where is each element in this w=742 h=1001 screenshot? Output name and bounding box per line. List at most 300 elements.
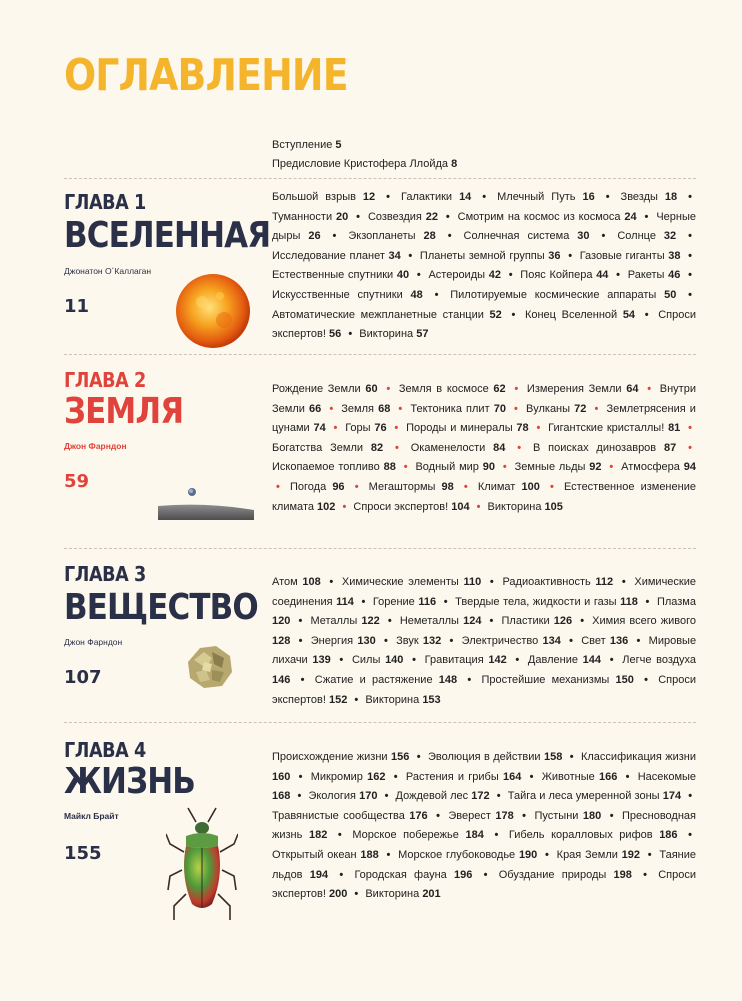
- entry-title: Звезды: [620, 191, 665, 203]
- bullet-separator: •: [609, 654, 614, 667]
- bullet-separator: •: [529, 770, 534, 783]
- entry-page: 16: [582, 191, 595, 203]
- entry-title: Дождевой лес: [395, 790, 472, 803]
- toc-entry[interactable]: [368, 211, 438, 223]
- entry-page: 116: [418, 595, 437, 608]
- bullet-separator: •: [447, 230, 452, 243]
- toc-entry[interactable]: [448, 810, 513, 822]
- entry-page: 134: [542, 634, 561, 647]
- toc-entry[interactable]: [354, 869, 472, 881]
- toc-entry[interactable]: [272, 211, 348, 223]
- chapter-label: ГЛАВА 2: [64, 368, 146, 392]
- entry-title: Силы: [351, 654, 386, 667]
- toc-entry[interactable]: [272, 269, 409, 281]
- entry-title: Климат: [477, 480, 522, 493]
- entry-page: 38: [668, 249, 681, 262]
- entry-page: 124: [463, 615, 482, 628]
- entry-page: 88: [383, 461, 396, 474]
- entry-page: 34: [388, 249, 401, 262]
- toc-entry[interactable]: [527, 383, 639, 395]
- bullet-separator: •: [545, 848, 549, 861]
- entry-page: 201: [422, 888, 441, 901]
- entry-page: 28: [423, 230, 436, 243]
- toc-entry[interactable]: [481, 674, 633, 686]
- toc-entry[interactable]: [410, 403, 506, 415]
- entry-title: Астероиды: [428, 269, 489, 282]
- chapter-divider: [64, 722, 696, 723]
- entry-page: 192: [621, 848, 640, 861]
- entry-title: Галактики: [401, 191, 460, 203]
- toc-entry[interactable]: [458, 211, 637, 223]
- toc-entry[interactable]: [488, 501, 563, 513]
- bullet-separator: •: [416, 751, 421, 763]
- chapter-name: ЖИЗНЬ: [64, 761, 196, 802]
- entry-title: Ракеты: [627, 269, 669, 282]
- entry-title: Городская фауна: [354, 868, 455, 881]
- entry-page: 168: [272, 790, 291, 803]
- toc-entry[interactable]: [290, 481, 345, 493]
- toc-entry[interactable]: [406, 422, 529, 434]
- bullet-separator: •: [688, 269, 692, 282]
- entry-page: 198: [613, 868, 632, 881]
- bullet-separator: •: [496, 790, 501, 803]
- entry-title: Легче воздуха: [622, 654, 697, 667]
- toc-entry[interactable]: [581, 635, 628, 647]
- toc-entry[interactable]: [373, 596, 436, 608]
- entry-title: Окаменелости: [410, 441, 494, 454]
- chapter-start-page[interactable]: 59: [64, 471, 90, 492]
- toc-entry[interactable]: [272, 576, 321, 588]
- entry-title: Атом: [272, 576, 303, 588]
- entry-title: Растения и грибы: [405, 770, 503, 783]
- entry-title: Черные дыры: [272, 210, 696, 243]
- entry-title: Химические соединения: [272, 576, 696, 608]
- toc-entry[interactable]: [533, 442, 676, 454]
- entry-title: В поисках динозавров: [532, 441, 664, 454]
- entry-page: 136: [609, 634, 629, 647]
- toc-entry[interactable]: [365, 888, 440, 900]
- bullet-separator: •: [494, 829, 499, 842]
- entry-page: 174: [662, 790, 682, 803]
- toc-entry[interactable]: [478, 481, 540, 493]
- toc-entry[interactable]: [352, 654, 403, 666]
- bullet-separator: •: [688, 249, 693, 262]
- entry-title: Пластики: [501, 615, 554, 628]
- moon-over-earth-image: [158, 484, 254, 524]
- chapter-name: ЗЕМЛЯ: [64, 391, 184, 432]
- bullet-separator: •: [463, 480, 468, 493]
- entry-page: 182: [308, 829, 328, 842]
- toc-entry[interactable]: [348, 230, 435, 242]
- bullet-separator: •: [354, 480, 359, 493]
- toc-entry[interactable]: [341, 403, 390, 415]
- toc-entry[interactable]: [628, 269, 681, 281]
- entry-title: Мегаштормы: [368, 480, 442, 493]
- entry-page: 120: [272, 615, 291, 628]
- toc-entry[interactable]: [462, 635, 561, 647]
- toc-entry[interactable]: [396, 635, 441, 647]
- bullet-separator: •: [688, 441, 692, 454]
- toc-entry[interactable]: [415, 461, 495, 473]
- bullet-separator: •: [476, 500, 481, 513]
- toc-entry[interactable]: [342, 576, 481, 588]
- bullet-separator: •: [511, 308, 516, 321]
- toc-entry[interactable]: [272, 810, 428, 822]
- entry-title: Пояс Койпера: [520, 269, 597, 282]
- bullet-separator: •: [489, 615, 494, 628]
- entry-page: 68: [378, 402, 391, 415]
- entry-title: Гибель коралловых рифов: [508, 829, 660, 842]
- entry-title: Вступление: [272, 139, 333, 151]
- entry-page: 140: [385, 654, 404, 667]
- bullet-separator: •: [298, 634, 303, 647]
- entry-page: 172: [471, 790, 490, 803]
- bullet-separator: •: [508, 269, 513, 282]
- entry-page: 72: [574, 402, 587, 415]
- toc-entry[interactable]: [515, 461, 602, 473]
- toc-entry[interactable]: [508, 790, 681, 802]
- toc-entry[interactable]: [369, 481, 454, 493]
- toc-entry[interactable]: [272, 849, 379, 861]
- bullet-separator: •: [483, 868, 488, 881]
- toc-entry[interactable]: [617, 230, 676, 242]
- entry-page: 156: [390, 751, 410, 763]
- bullet-separator: •: [647, 383, 652, 395]
- entry-title: Планеты земной группы: [419, 249, 549, 262]
- entry-title: Водный мир: [415, 461, 483, 474]
- toc-entry[interactable]: [272, 461, 396, 473]
- bullet-separator: •: [688, 288, 693, 301]
- chapter-start-page[interactable]: 155: [64, 843, 102, 864]
- toc-entry[interactable]: [526, 403, 586, 415]
- bullet-separator: •: [337, 829, 342, 842]
- chapter-start-page[interactable]: 11: [64, 296, 90, 317]
- entry-title: Неметаллы: [399, 615, 464, 628]
- entry-title: Обуздание природы: [498, 868, 614, 881]
- entry-page: 162: [367, 770, 386, 783]
- toc-entry[interactable]: [548, 422, 680, 434]
- toc-entry[interactable]: [509, 829, 678, 841]
- entry-page: 146: [272, 673, 291, 686]
- entry-title: Животные: [541, 770, 599, 783]
- entry-title: Металлы: [310, 615, 362, 628]
- toc-entry[interactable]: [534, 810, 601, 822]
- entry-page: 170: [359, 790, 378, 803]
- entry-page: 96: [332, 480, 345, 493]
- chapter-label: ГЛАВА 4: [64, 738, 146, 762]
- entry-page: 108: [302, 576, 321, 588]
- toc-entry[interactable]: [621, 191, 678, 203]
- entry-page: 36: [548, 249, 561, 262]
- entry-page: 60: [365, 383, 378, 395]
- entry-title: Простейшие механизмы: [481, 673, 616, 686]
- entry-title: Насекомые: [637, 770, 697, 783]
- entry-page: 180: [582, 809, 602, 822]
- toc-entry[interactable]: [272, 250, 401, 262]
- sun-image: [174, 272, 252, 350]
- beetle-image: [166, 806, 238, 924]
- intro-entry[interactable]: [272, 155, 457, 174]
- entry-title: Исследование планет: [272, 249, 389, 262]
- entry-page: 118: [620, 595, 638, 608]
- pyrite-image: [182, 640, 236, 694]
- toc-entry[interactable]: [365, 694, 440, 706]
- bullet-separator: •: [394, 422, 399, 435]
- entry-page: 176: [409, 809, 428, 822]
- entry-page: 42: [488, 269, 501, 282]
- bullet-separator: •: [482, 191, 487, 203]
- bullet-separator: •: [297, 790, 302, 803]
- bullet-separator: •: [354, 888, 359, 901]
- toc-entry[interactable]: [528, 654, 601, 666]
- toc-entry[interactable]: [428, 269, 501, 281]
- entry-title: Морское побережье: [352, 829, 466, 842]
- bullet-separator: •: [339, 868, 344, 881]
- toc-entry[interactable]: [272, 309, 502, 321]
- entry-title: Вулканы: [526, 402, 575, 415]
- entry-page: 164: [503, 770, 522, 783]
- intro-list: [272, 136, 457, 174]
- entry-title: Землетрясения и цунами: [272, 402, 696, 435]
- entry-title: Погода: [289, 480, 333, 493]
- entry-title: Звук: [396, 634, 423, 647]
- entry-page: 142: [488, 654, 507, 667]
- entry-title: Химические элементы: [341, 576, 464, 588]
- toc-entry[interactable]: [621, 461, 696, 473]
- entry-page: 102: [317, 500, 336, 513]
- entry-title: Предисловие Кристофера Ллойда: [272, 158, 449, 170]
- bullet-separator: •: [568, 249, 573, 262]
- bullet-separator: •: [342, 500, 347, 513]
- chapter-contents: [272, 748, 696, 905]
- entry-title: Викторина: [365, 693, 423, 706]
- entry-title: Туманности: [272, 210, 337, 223]
- entry-page: 52: [489, 308, 502, 321]
- toc-entry[interactable]: [520, 269, 608, 281]
- bullet-separator: •: [348, 328, 353, 341]
- toc-entry[interactable]: [502, 615, 573, 627]
- chapter-start-page[interactable]: 107: [64, 667, 102, 688]
- bullet-separator: •: [276, 480, 280, 493]
- entry-page: 130: [357, 634, 376, 647]
- entry-page: 194: [309, 868, 329, 881]
- toc-entry[interactable]: [425, 654, 507, 666]
- toc-entry[interactable]: [396, 790, 490, 802]
- bullet-separator: •: [625, 770, 630, 783]
- entry-page: 56: [329, 328, 342, 341]
- entry-page: 153: [422, 693, 441, 706]
- entry-title: Спроси экспертов!: [353, 500, 452, 513]
- toc-entry[interactable]: [406, 771, 522, 783]
- entry-title: Созвездия: [367, 210, 426, 223]
- toc-entry[interactable]: [272, 383, 378, 395]
- entry-page: 46: [668, 269, 681, 282]
- entry-title: Искусственные спутники: [272, 288, 411, 301]
- toc-entry[interactable]: [455, 596, 638, 608]
- entry-title: Смотрим на космос из космоса: [457, 210, 625, 223]
- toc-entry[interactable]: [308, 790, 377, 802]
- bullet-separator: •: [386, 848, 391, 861]
- bullet-separator: •: [300, 673, 305, 686]
- toc-entry[interactable]: [272, 751, 409, 763]
- entry-page: 122: [361, 615, 380, 628]
- entry-page: 100: [521, 480, 540, 493]
- entry-title: Таяние льдов: [272, 848, 696, 881]
- entry-page: 132: [422, 634, 442, 647]
- toc-entry[interactable]: [580, 250, 681, 262]
- toc-entry[interactable]: [502, 576, 613, 588]
- bullet-separator: •: [609, 809, 614, 822]
- chapter-label: ГЛАВА 1: [64, 190, 146, 214]
- entry-title: Края Земли: [556, 848, 622, 861]
- toc-entry[interactable]: [411, 442, 506, 454]
- entry-title: Богатства Земли: [272, 441, 371, 454]
- entry-page: 98: [441, 480, 454, 493]
- entry-title: Атмосфера: [621, 461, 684, 474]
- entry-page: 24: [624, 210, 637, 223]
- bullet-separator: •: [636, 634, 641, 647]
- entry-title: Гравитация: [424, 654, 489, 667]
- toc-entry[interactable]: [345, 422, 386, 434]
- toc-entry[interactable]: [399, 383, 506, 395]
- bullet-separator: •: [329, 402, 334, 415]
- bullet-separator: •: [514, 383, 519, 395]
- chapter-contents: [272, 188, 696, 345]
- chapter-author: Джон Фарндон: [64, 637, 123, 647]
- entry-page: 64: [626, 383, 639, 395]
- bullet-separator: •: [387, 615, 392, 628]
- bullet-separator: •: [354, 693, 359, 706]
- bullet-separator: •: [643, 868, 647, 881]
- entry-title: Горение: [372, 595, 419, 608]
- toc-entry[interactable]: [272, 442, 383, 454]
- bullet-separator: •: [384, 790, 389, 803]
- entry-title: Естественное изменение климата: [272, 480, 696, 513]
- chapter-author: Джонатон О´Каллаган: [64, 266, 152, 276]
- entry-page: 40: [396, 269, 410, 282]
- entry-title: Электричество: [461, 634, 543, 647]
- bullet-separator: •: [688, 790, 693, 803]
- entry-page: 150: [615, 673, 634, 686]
- toc-entry[interactable]: [497, 191, 595, 203]
- entry-page: 30: [577, 230, 590, 243]
- entry-title: Спроси экспертов!: [272, 868, 696, 901]
- entry-title: Земля: [341, 402, 379, 415]
- entry-page: 126: [553, 615, 573, 628]
- toc-entry[interactable]: [428, 751, 562, 763]
- bullet-separator: •: [688, 422, 692, 435]
- bullet-separator: •: [449, 634, 454, 647]
- entry-title: Эволюция в действии: [427, 751, 544, 763]
- bullet-separator: •: [644, 308, 649, 321]
- entry-title: Энергия: [310, 634, 358, 647]
- toc-entry[interactable]: [557, 849, 640, 861]
- entry-page: 26: [308, 230, 321, 243]
- bullet-separator: •: [515, 654, 520, 667]
- bullet-separator: •: [569, 634, 573, 647]
- entry-page: 148: [438, 673, 458, 686]
- toc-entry[interactable]: [352, 829, 483, 841]
- bullet-separator: •: [445, 210, 450, 223]
- entry-title: Давление: [527, 654, 583, 667]
- entry-page: 152: [329, 693, 348, 706]
- entry-title: Свет: [581, 634, 610, 647]
- toc-entry[interactable]: [464, 230, 590, 242]
- entry-title: Радиоактивность: [502, 576, 596, 588]
- entry-page: 20: [336, 210, 349, 223]
- bullet-separator: •: [514, 402, 518, 415]
- bullet-separator: •: [298, 615, 303, 628]
- toc-entry[interactable]: [401, 191, 471, 203]
- entry-page: 18: [664, 191, 678, 203]
- toc-entry[interactable]: [272, 289, 423, 301]
- toc-entry[interactable]: [398, 849, 537, 861]
- bullet-separator: •: [616, 269, 621, 282]
- chapter-label: ГЛАВА 3: [64, 562, 146, 586]
- bullet-separator: •: [398, 402, 403, 415]
- entry-title: Пилотируемые космические аппараты: [450, 288, 665, 301]
- intro-entry[interactable]: [272, 136, 457, 155]
- bullet-separator: •: [333, 422, 338, 435]
- bullet-separator: •: [393, 770, 398, 783]
- toc-entry[interactable]: [311, 771, 386, 783]
- entry-title: Гигантские кристаллы!: [548, 422, 669, 435]
- toc-entry[interactable]: [542, 771, 618, 783]
- entry-page: 70: [493, 402, 506, 415]
- entry-title: Викторина: [359, 328, 417, 341]
- bullet-separator: •: [329, 576, 334, 588]
- chapter-divider: [64, 354, 696, 355]
- entry-title: Открытый океан: [272, 848, 361, 861]
- toc-entry[interactable]: [315, 674, 457, 686]
- toc-entry[interactable]: [353, 501, 469, 513]
- toc-entry[interactable]: [450, 289, 676, 301]
- entry-page: 12: [362, 191, 376, 203]
- entry-page: 78: [516, 422, 529, 435]
- toc-entry[interactable]: [359, 328, 428, 340]
- entry-title: Породы и минералы: [406, 422, 517, 435]
- bullet-separator: •: [436, 809, 440, 822]
- chapter-author: Майкл Брайт: [64, 811, 119, 821]
- entry-page: 190: [518, 848, 538, 861]
- bullet-separator: •: [443, 595, 448, 608]
- entry-title: Рождение Земли: [272, 383, 366, 395]
- toc-entry[interactable]: [420, 250, 561, 262]
- entry-title: Викторина: [487, 500, 545, 513]
- toc-entry[interactable]: [310, 615, 379, 627]
- entry-title: Экология: [308, 790, 360, 803]
- toc-entry[interactable]: [400, 615, 482, 627]
- toc-entry[interactable]: [272, 191, 375, 203]
- entry-title: Классификация жизни: [580, 751, 697, 763]
- entry-page: 128: [272, 634, 291, 647]
- toc-entry[interactable]: [525, 309, 635, 321]
- entry-title: Спроси экспертов!: [272, 673, 696, 706]
- bullet-separator: •: [395, 441, 399, 454]
- bullet-separator: •: [605, 191, 610, 203]
- toc-entry[interactable]: [311, 635, 376, 647]
- bullet-separator: •: [386, 191, 391, 203]
- toc-entry[interactable]: [499, 869, 632, 881]
- bullet-separator: •: [688, 829, 693, 842]
- entry-title: Химия всего живого: [592, 615, 696, 628]
- entry-title: Пустыни: [534, 809, 583, 822]
- bullet-separator: •: [688, 230, 692, 243]
- entry-page: 200: [329, 888, 348, 901]
- entry-page: 94: [683, 461, 696, 474]
- entry-page: 158: [543, 751, 563, 763]
- entry-title: Внутри Земли: [272, 383, 696, 415]
